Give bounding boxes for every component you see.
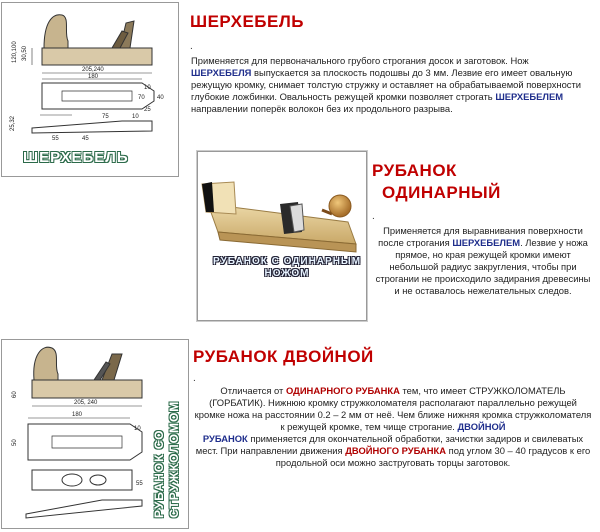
section1-title: ШЕРХЕБЕЛЬ: [190, 12, 304, 31]
section2-text: . Лезвие у ножа прямое, но края режущей кромки имеют небольшой радиус закругления, чтобы при строгании не происходило задирания древесины и не оставалось нежелательных следов.: [375, 237, 591, 296]
section2-title-line1: РУБАНОК: [372, 161, 457, 180]
single-plane-photo: [198, 152, 366, 320]
dim-label: 50: [12, 439, 18, 446]
bullet-dot: .: [190, 41, 193, 52]
single-plane-photo-panel: [197, 151, 367, 321]
section1-keyword: ШЕРХЕБЕЛЕМ: [495, 91, 564, 102]
dim-label: 25: [144, 107, 151, 113]
dim-label: 205,240: [82, 67, 104, 73]
section1-text: Применяется для первоначального грубого строгания досок и заготовок. Нож: [191, 55, 529, 66]
section3-text: под углом 30 – 40 градусов к его продольной оси можно заструговать торцы заготовок.: [275, 445, 591, 468]
section3-keyword: ОДИНАРНОГО РУБАНКА: [285, 385, 400, 396]
single-plane-caption: [212, 256, 362, 280]
section2-title-line2: ОДИНАРНЫЙ: [382, 183, 501, 202]
dim-label: 45: [82, 136, 89, 142]
bullet-dot: .: [372, 211, 375, 222]
section3-keyword: ДВОЙНОЙ: [457, 421, 506, 432]
section2-body: [372, 225, 594, 297]
dim-label: 180: [88, 74, 99, 80]
dim-label: 75: [102, 114, 109, 120]
section3-keyword: ДВОЙНОГО РУБАНКА: [345, 445, 447, 456]
section3-body: [193, 385, 593, 469]
caption-line: РУБАНОК С ОДИНАРНЫМ: [212, 256, 362, 267]
dim-label: 30,50: [22, 45, 28, 61]
section3-text: тем, что имеет СТРУЖКОЛОМАТЕЛЬ (ГОРБАТИК). Нижнюю кромку стружколомателя располагают параллельно режущей кромке ножа на расстоянии 0.2 – 2 мм от неё. Чем ближе нижняя кромка стружколомателя к режущей кромке, тем чище строгание.: [194, 385, 592, 432]
section1-keyword: ШЕРХЕБЕЛЯ: [191, 67, 252, 78]
dim-label: 60: [12, 391, 18, 398]
double-plane-drawing-panel: [1, 339, 189, 529]
double-plane-caption-line1: РУБАНОК СО: [152, 429, 166, 518]
section1-body: [191, 55, 587, 115]
double-plane-caption-line2: СТРУЖКОЛОМОМ: [167, 400, 181, 518]
sherhebel-drawing-panel: [1, 2, 179, 177]
section2-text: Применяется для выравнивания поверхности после строгания: [378, 225, 583, 248]
section3-text: Отличается от: [220, 385, 286, 396]
dim-label: 40: [157, 95, 164, 101]
dim-label: 205, 240: [74, 400, 98, 406]
section1-text: выпускается за плоскость подошвы до 3 мм. Лезвие его имеет овальную режущую кромку, снимает толстую стружку и оставляет на обрабатываемой поверхности глубокие ложбинки. Овальность режущей кромки позволяет строгать: [191, 67, 582, 102]
dim-label: 180: [72, 412, 83, 418]
dim-label: 120,100: [12, 41, 18, 63]
dim-label: 70: [138, 95, 145, 101]
dim-label: 55: [136, 481, 143, 487]
dim-label: 10: [132, 114, 139, 120]
section3-title: РУБАНОК ДВОЙНОЙ: [193, 347, 374, 366]
dim-label: 55: [52, 136, 59, 142]
section3-keyword: РУБАНОК: [202, 433, 248, 444]
dim-label: 25,32: [10, 115, 16, 131]
sherhebel-caption: ШЕРХЕБЕЛЬ: [23, 149, 129, 166]
bullet-dot: .: [193, 373, 196, 384]
section2-keyword: ШЕРХЕБЕЛЕМ: [452, 237, 521, 248]
section1-text: направлении поперёк волокон без их продольного разрыва.: [191, 103, 453, 114]
caption-line: НОЖОМ: [264, 268, 310, 279]
dim-label: 10: [144, 85, 151, 91]
dim-label: 10: [134, 426, 141, 432]
section3-text: применяется для окончательной обработки, зачистки задиров и свилеватых мест. При направлении движения: [195, 433, 584, 456]
section2-title: [372, 160, 501, 204]
